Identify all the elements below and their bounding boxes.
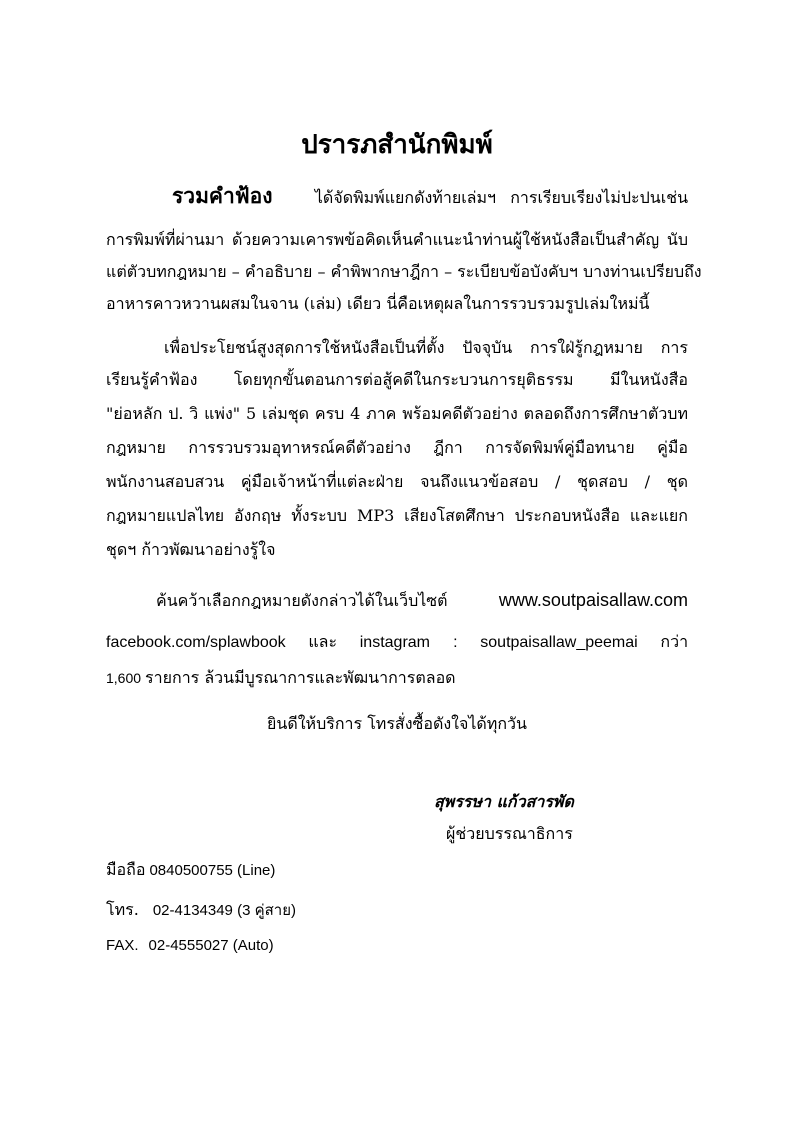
items-text: รายการ ล้วนมีบูรณาการและพัฒนาการตลอด <box>145 668 456 687</box>
contact-label: โทร. <box>106 900 139 919</box>
paragraph-1-line-4: อาหารคาวหวานผสมในจาน (เล่ม) เดียว นี่คือเหตุผลในการรวบรวมรูปเล่มใหม่นี้ <box>106 294 650 313</box>
instagram-handle[interactable]: soutpaisallaw_peemai <box>480 634 638 651</box>
contact-value: 0840500755 (Line) <box>149 862 276 879</box>
more-than-text: กว่า <box>660 632 689 651</box>
paragraph-2-line-4: กฎหมาย การรวบรวมอุทาหรณ์คดีตัวอย่าง ฎีกา การจัดพิมพ์คู่มือทนาย คู่มือ <box>106 438 688 457</box>
page-title: ปรารภสำนักพิมพ์ <box>301 130 493 160</box>
contact-value: 02-4134349 (3 คู่สาย) <box>152 902 296 919</box>
contact-fax <box>106 936 274 956</box>
paragraph-3-line-3 <box>106 668 456 689</box>
contact-value: 02-4555027 (Auto) <box>148 937 274 954</box>
paragraph-2-line-3: "ย่อหลัก ป. วิ แพ่ง" 5 เล่มชุด ครบ 4 ภาค พร้อมคดีตัวอย่าง ตลอดถึงการศึกษาตัวบท <box>106 404 688 423</box>
paragraph-text: ได้จัดพิมพ์แยกดังท้ายเล่มฯ การเรียบเรียงไม่ปะปนเช่น <box>314 188 688 207</box>
instagram-label: instagram : <box>359 634 458 651</box>
paragraph-3-line-1 <box>156 590 688 612</box>
and-text: และ <box>308 632 338 651</box>
search-text: ค้นคว้าเลือกกฎหมายดังกล่าวได้ในเว็บไซต์ <box>156 591 448 610</box>
contact-mobile <box>106 860 275 881</box>
signature-role: ผู้ช่วยบรรณาธิการ <box>446 824 573 843</box>
paragraph-2-line-7: ชุดฯ ก้าวพัฒนาอย่างรู้ใจ <box>106 540 276 559</box>
paragraph-2-line-6: กฎหมายแปลไทย อังกฤษ ทั้งระบบ MP3 เสียงโสตศึกษา ประกอบหนังสือ และแยก <box>106 506 688 525</box>
contact-label: FAX. <box>106 937 139 954</box>
paragraph-2-line-1: เพื่อประโยชน์สูงสุดการใช้หนังสือเป็นที่ตั้ง ปัจจุบัน การใฝ่รู้กฎหมาย การ <box>164 338 688 357</box>
paragraph-1-line-1 <box>172 183 688 208</box>
contact-phone <box>106 900 296 921</box>
website-link[interactable]: www.soutpaisallaw.com <box>498 590 688 610</box>
paragraph-1-line-3: แต่ตัวบทกฎหมาย – คำอธิบาย – คำพิพากษาฎีกา – ระเบียบข้อบังคับฯ บางท่านเปรียบถึง <box>106 262 702 281</box>
lead-phrase: รวมคำฟ้อง <box>172 183 273 208</box>
paragraph-2-line-5: พนักงานสอบสวน คู่มือเจ้าหน้าที่แต่ละฝ่าย จนถึงแนวข้อสอบ / ชุดสอบ / ชุด <box>106 472 688 491</box>
item-count: 1,600 <box>106 670 142 686</box>
closing-line: ยินดีให้บริการ โทรสั่งซื้อดังใจได้ทุกวัน <box>267 714 527 733</box>
paragraph-1-line-2: การพิมพ์ที่ผ่านมา ด้วยความเคารพข้อคิดเห็นคำแนะนำท่านผู้ใช้หนังสือเป็นสำคัญ นับ <box>106 230 688 249</box>
paragraph-2-line-2: เรียนรู้คำฟ้อง โดยทุกขั้นตอนการต่อสู้คดีในกระบวนการยุติธรรม มีในหนังสือ <box>106 370 688 389</box>
signature-name: สุพรรษา แก้วสารพัด <box>434 792 574 811</box>
contact-label: มือถือ <box>106 860 146 879</box>
facebook-link[interactable]: facebook.com/splawbook <box>106 634 286 651</box>
paragraph-3-line-2 <box>106 632 688 653</box>
